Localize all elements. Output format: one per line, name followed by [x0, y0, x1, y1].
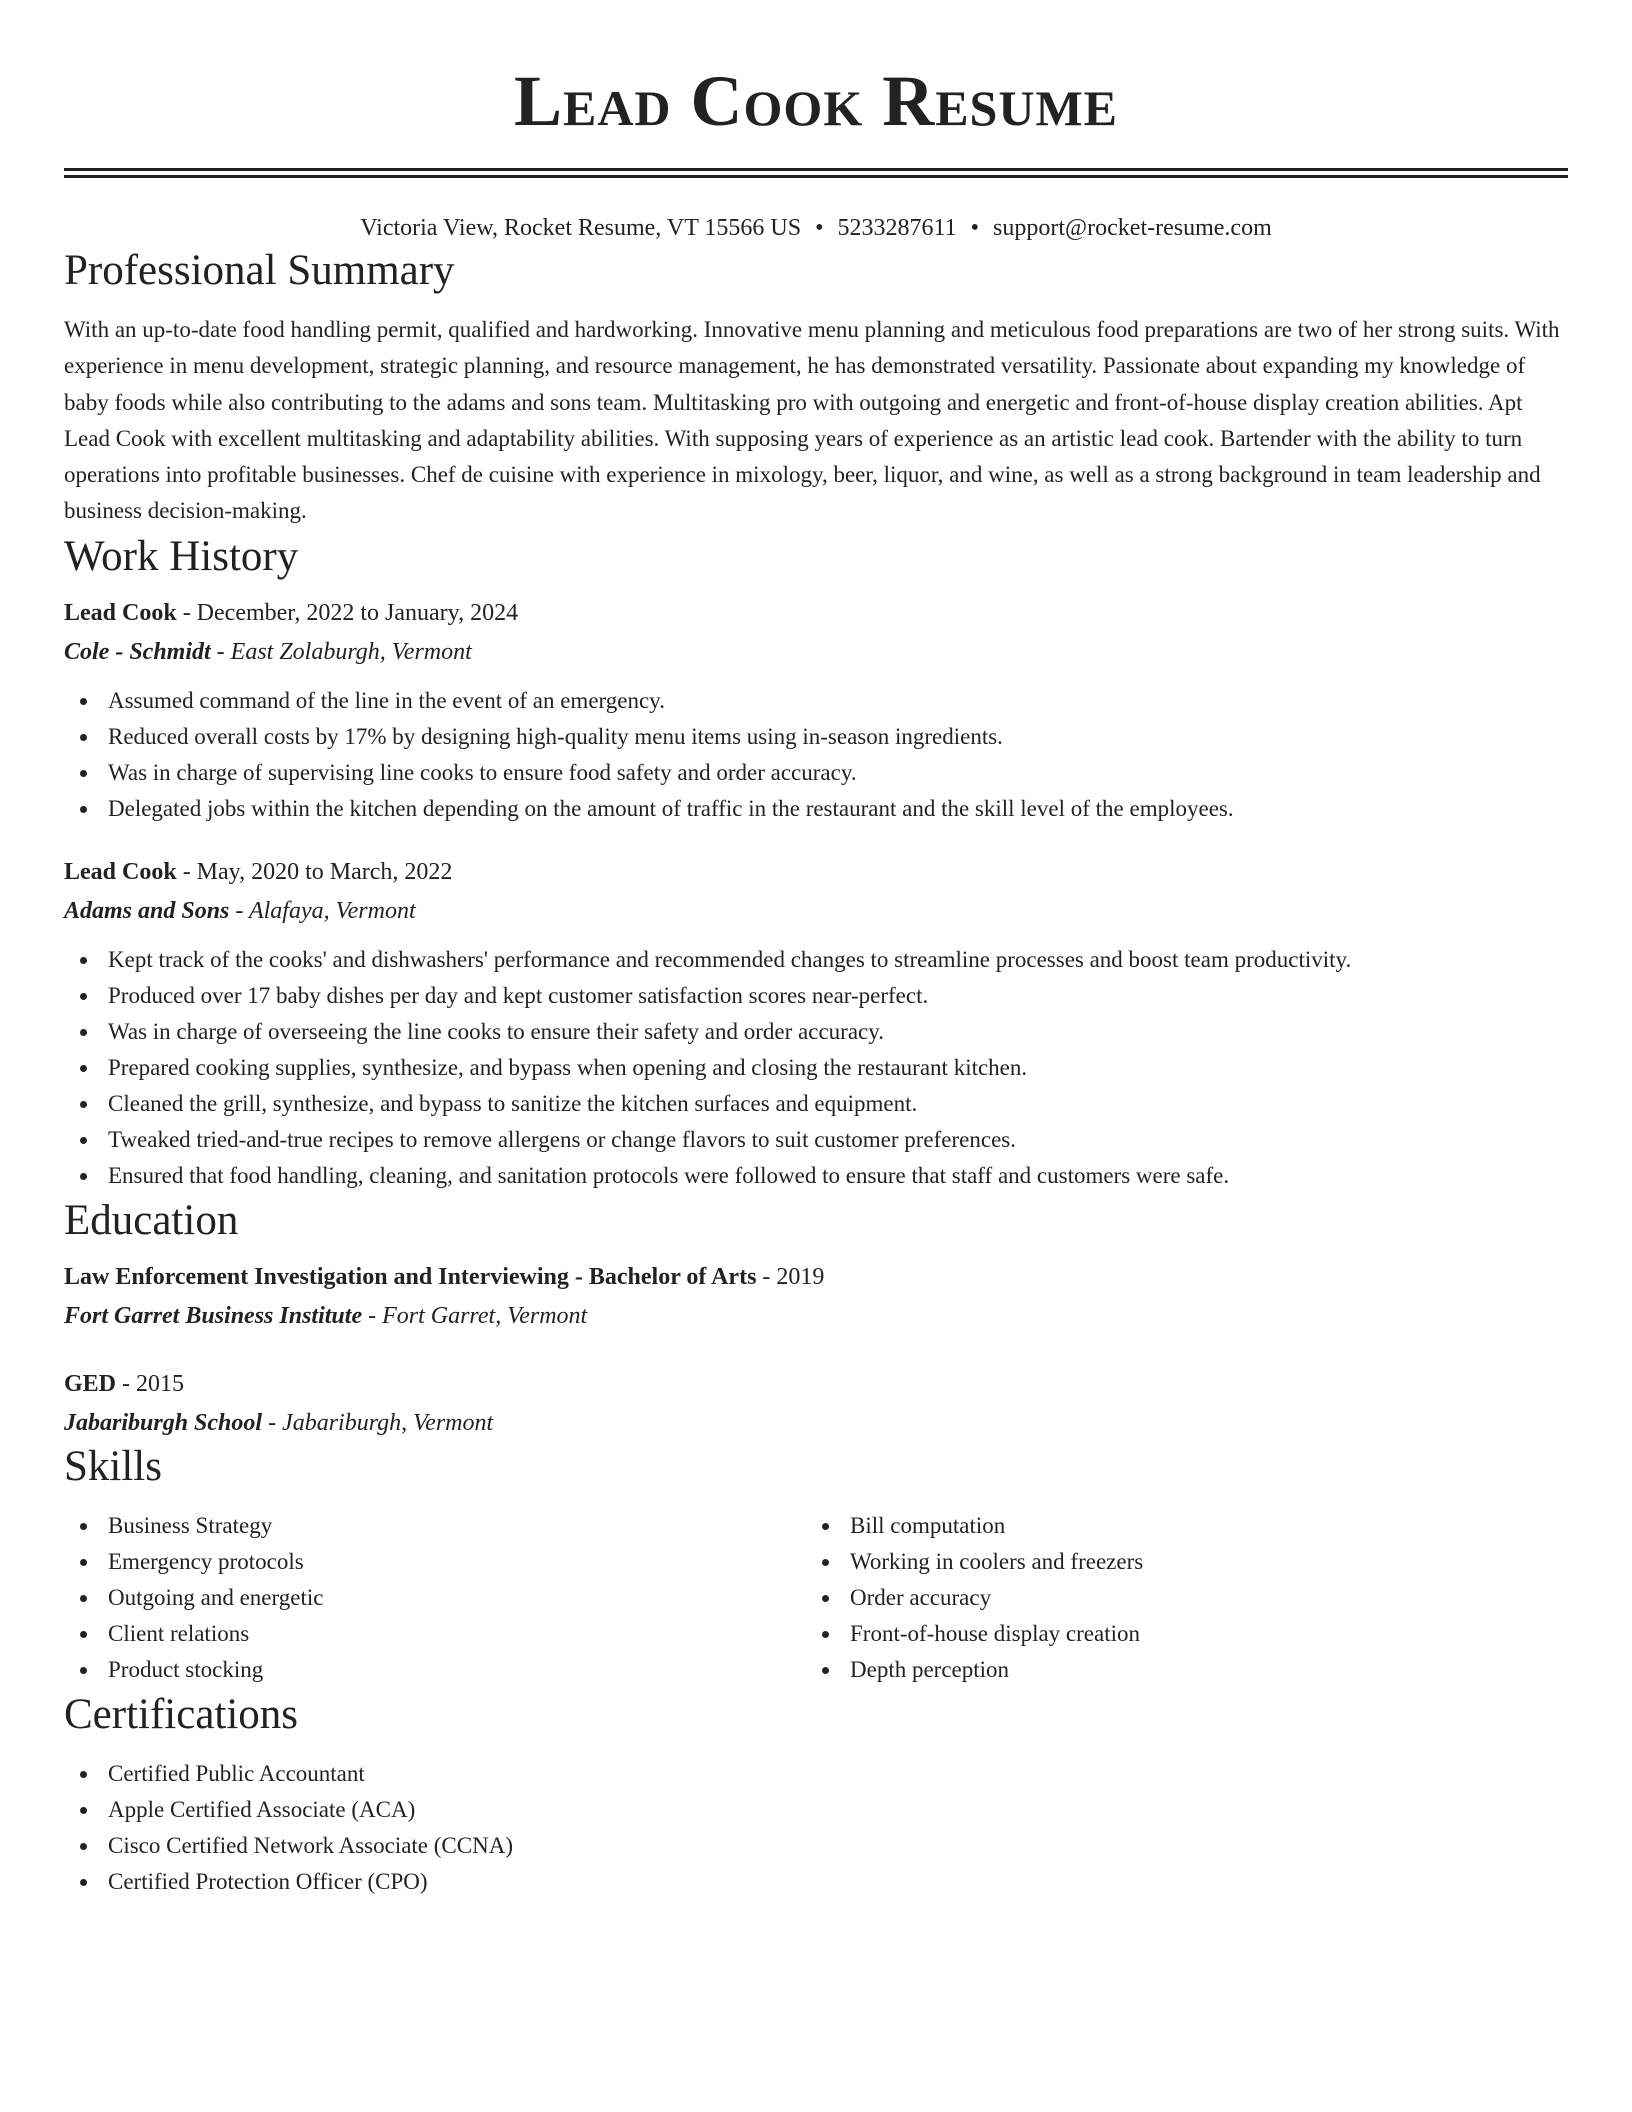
certifications-list — [64, 1756, 1568, 1900]
job-bullets — [64, 942, 1568, 1194]
resume-title: Lead Cook Resume — [513, 61, 1119, 141]
summary-text: With an up-to-date food handling permit, qualified and hardworking. Innovative menu planning and meticulous food preparations are two of her strong suits. With experience in menu development, strategic planning, and resource management, he has demonstrated versatility. Passionate about expanding my knowledge of baby foods while also contributing to the adams and sons team. Multitasking pro with outgoing and energetic and front-of-house display creation abilities. Apt Lead Cook with excellent multitasking and adaptability abilities. With supposing years of experience as an artistic lead cook. Bartender with the ability to turn operations into profitable businesses. Chef de cuisine with experience in mixology, beer, liquor, and wine, as well as a strong background in team leadership and business decision-making. — [64, 317, 1560, 524]
list-item: Kept track of the cooks' and dishwashers' performance and recommended changes to streamline processes and boost team productivity. — [64, 942, 1568, 978]
list-item: Depth perception — [806, 1652, 1548, 1688]
job-entry — [64, 855, 1568, 1194]
job-bullets — [64, 683, 1568, 827]
job-company: Cole - Schmidt — [64, 638, 211, 665]
contact-address: Victoria View, Rocket Resume, VT 15566 US — [360, 215, 802, 241]
list-item: Was in charge of overseeing the line cooks to ensure their safety and order accuracy. — [64, 1014, 1568, 1050]
list-item: Ensured that food handling, cleaning, and sanitation protocols were followed to ensure that staff and customers were safe. — [64, 1158, 1568, 1194]
job-company-line — [64, 894, 1568, 928]
skills-columns — [64, 1508, 1568, 1688]
job-location: - Alafaya, Vermont — [229, 897, 416, 924]
education-degree-line — [64, 1367, 1568, 1401]
job-entry — [64, 596, 1568, 827]
contact-separator: • — [970, 215, 980, 241]
list-item: Prepared cooking supplies, synthesize, and bypass when opening and closing the restaurant kitchen. — [64, 1050, 1568, 1086]
list-item: Certified Protection Officer (CPO) — [64, 1864, 1568, 1900]
education-year: - 2015 — [116, 1370, 185, 1397]
list-item: Produced over 17 baby dishes per day and kept customer satisfaction scores near-perfect. — [64, 978, 1568, 1014]
job-company-line — [64, 635, 1568, 669]
education-degree: Law Enforcement Investigation and Interviewing - Bachelor of Arts — [64, 1263, 757, 1290]
list-item: Order accuracy — [806, 1580, 1548, 1616]
job-dates: - December, 2022 to January, 2024 — [176, 599, 519, 626]
list-item: Cisco Certified Network Associate (CCNA) — [64, 1828, 1568, 1864]
education-degree: GED — [64, 1370, 117, 1397]
summary-heading: Professional Summary — [64, 247, 455, 294]
certifications-heading: Certifications — [64, 1690, 299, 1738]
education-location: - Fort Garret, Vermont — [362, 1302, 588, 1329]
skills-heading: Skills — [64, 1442, 162, 1490]
contact-phone: 5233287611 — [837, 215, 957, 241]
list-item: Outgoing and energetic — [64, 1580, 806, 1616]
list-item: Certified Public Accountant — [64, 1756, 1568, 1792]
list-item: Assumed command of the line in the event of an emergency. — [64, 683, 1568, 719]
list-item: Delegated jobs within the kitchen depending on the amount of traffic in the restaurant and the skill level of the employees. — [64, 791, 1568, 827]
job-location: - East Zolaburgh, Vermont — [210, 638, 472, 665]
education-entry — [64, 1367, 1568, 1440]
education-school: Fort Garret Business Institute — [64, 1302, 363, 1329]
list-item: Was in charge of supervising line cooks to ensure food safety and order accuracy. — [64, 755, 1568, 791]
education-school: Jabariburgh School — [64, 1409, 263, 1436]
skills-list-left — [64, 1508, 806, 1688]
list-item: Front-of-house display creation — [806, 1616, 1548, 1652]
education-school-line — [64, 1299, 1568, 1333]
job-company: Adams and Sons — [64, 897, 230, 924]
list-item: Apple Certified Associate (ACA) — [64, 1792, 1568, 1828]
education-location: - Jabariburgh, Vermont — [262, 1409, 494, 1436]
education-degree-line — [64, 1260, 1568, 1294]
job-title: Lead Cook — [64, 599, 177, 626]
list-item: Tweaked tried-and-true recipes to remove allergens or change flavors to suit customer preferences. — [64, 1122, 1568, 1158]
list-item: Product stocking — [64, 1652, 806, 1688]
education-year: - 2019 — [756, 1263, 825, 1290]
contact-email: support@rocket-resume.com — [993, 215, 1272, 241]
job-title: Lead Cook — [64, 858, 177, 885]
list-item: Bill computation — [806, 1508, 1548, 1544]
title-double-rule — [64, 168, 1568, 178]
job-dates: - May, 2020 to March, 2022 — [176, 858, 453, 885]
education-heading: Education — [64, 1196, 239, 1244]
job-title-line — [64, 855, 1568, 889]
list-item: Client relations — [64, 1616, 806, 1652]
list-item: Emergency protocols — [64, 1544, 806, 1580]
contact-separator: • — [815, 215, 824, 241]
work-history-heading: Work History — [64, 532, 299, 580]
education-entry — [64, 1260, 1568, 1333]
contact-line — [64, 212, 1568, 244]
list-item: Working in coolers and freezers — [806, 1544, 1548, 1580]
list-item: Business Strategy — [64, 1508, 806, 1544]
skills-list-right — [806, 1508, 1548, 1688]
education-school-line — [64, 1406, 1568, 1440]
list-item: Cleaned the grill, synthesize, and bypass to sanitize the kitchen surfaces and equipment. — [64, 1086, 1568, 1122]
list-item: Reduced overall costs by 17% by designing high-quality menu items using in-season ingredients. — [64, 719, 1568, 755]
job-title-line — [64, 596, 1568, 630]
